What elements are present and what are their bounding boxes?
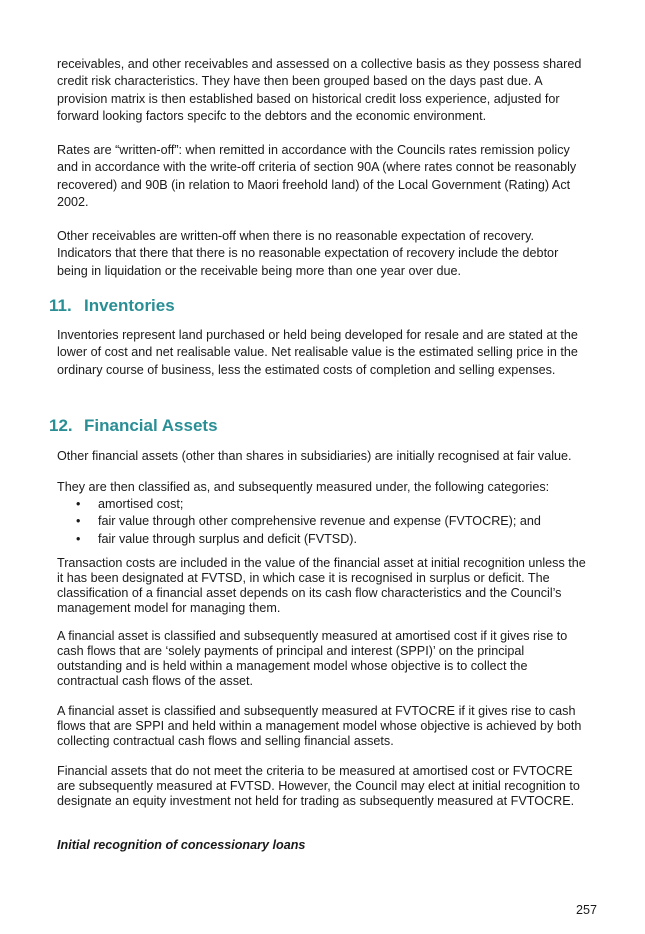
classification-intro: They are then classified as, and subsequently measured under, the following categories: [57,480,550,494]
amortised-cost-paragraph: A financial asset is classified and subsequently measured at amortised cost if it gives rise to cash flows that are ‘solely payments of principal and interest (SPPI)’ on the principal outstanding and is held within a management model whose objective is to collect the contractual cash flows of the asset. [57,629,568,688]
section-11-number: 11. [49,296,72,315]
fvtocre-paragraph: A financial asset is classified and subsequently measured at FVTOCRE if it gives rise to cash flows that are SPPI and held within a management model whose objective is achieved by both collecting contractual cash flows and selling financial assets. [57,704,582,748]
financial-assets-intro: Other financial assets (other than shares in subsidiaries) are initially recognised at fair value. [57,449,572,463]
section-12-heading [49,416,218,436]
page-number: 257 [576,903,598,917]
section-12-title: Financial Assets [84,416,218,435]
fvtsd-paragraph: Financial assets that do not meet the criteria to be measured at amortised cost or FVTOCRE are subsequently measured at FVTSD. However, the Council may elect at initial recognition to designate an equity investment not held for trading as subsequently measured at FVTOCRE. [57,764,580,808]
list-item: • amortised cost; [76,496,596,513]
transaction-costs-paragraph: Transaction costs are included in the value of the financial asset at initial recognition unless the it has been designated at FVTSD, in which case it is recognised in surplus or deficit. The classification of a financial asset depends on its cash flow characteristics and the Council’s management model for managing them. [57,556,586,615]
section-11-title: Inventories [84,296,175,315]
inventories-paragraph: Inventories represent land purchased or held being developed for resale and are stated at the lower of cost and net realisable value. Net realisable value is the estimated selling price in the ordinary course of business, less the estimated costs of completion and selling expenses. [57,328,578,377]
section-11-heading [49,296,175,316]
receivables-paragraph: receivables, and other receivables and assessed on a collective basis as they possess shared credit risk characteristics. They have then been grouped based on the days past due. A provision matrix is then established based on historical credit loss experience, adjusted for forward looking factors specifc to the debtors and the economic environment. [57,57,582,123]
rates-writeoff-paragraph: Rates are “written-off”: when remitted in accordance with the Councils rates remission policy and in accordance with the write-off criteria of section 90A (where rates connot be reasonably recovered) and 90B (in relation to Maori freehold land) of the Local Government (Rating) Act 2002. [57,143,577,209]
list-item: • fair value through surplus and deficit (FVTSD). [76,531,596,548]
classification-list [76,496,596,548]
list-item: • fair value through other comprehensive revenue and expense (FVTOCRE); and [76,513,596,530]
other-receivables-paragraph: Other receivables are written-off when there is no reasonable expectation of recovery. Indicators that there that there is no reasonable expectation of recovery include the debtor being in liquidation or the receivable being more than one year over due. [57,229,559,278]
concessionary-loans-subheading: Initial recognition of concessionary loans [57,838,306,852]
section-12-number: 12. [49,416,73,435]
